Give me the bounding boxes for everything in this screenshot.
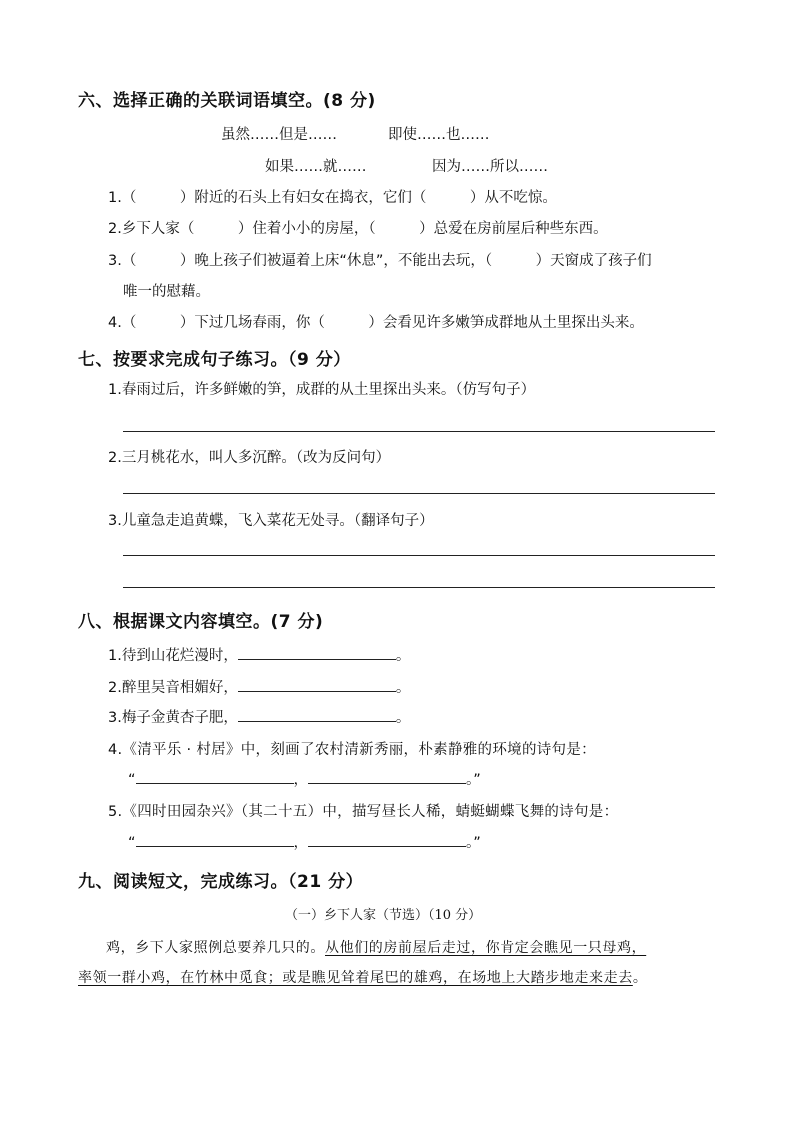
s8-question-1 [108,644,410,665]
s6-question-4: 4.（ ）下过几场春雨，你（ ）会看见许多嫩笋成群地从土里探出头来。 [108,315,644,331]
fill-blank[interactable] [308,832,466,847]
s8-question-4-answer [128,768,481,789]
s8-q1-text: 1.待到山花烂漫时， [108,648,238,664]
s6-question-1: 1.（ ）附近的石头上有妇女在捣衣，它们（ ）从不吃惊。 [108,190,557,206]
s8-q3-text: 3.梅子金黄杏子肥， [108,710,238,726]
passage-line-1 [78,937,646,957]
comma: ， [293,772,309,788]
answer-line-2[interactable] [123,493,715,494]
option-3: 如果……就…… [265,159,367,175]
open-quote: “ [128,835,136,851]
option-4: 因为……所以…… [432,159,548,175]
close-quote: 。” [466,772,481,788]
passage-line-2 [78,967,647,987]
fill-blank[interactable] [308,769,466,784]
open-quote: “ [128,772,136,788]
s8-question-5: 5.《四时田园杂兴》（其二十五）中，描写昼长人稀，蜻蜓蝴蝶飞舞的诗句是： [108,804,619,820]
s7-question-3: 3.儿童急走追黄蝶，飞入菜花无处寻。（翻译句子） [108,513,434,529]
comma: ， [293,835,309,851]
s8-q2-text: 2.醉里吴音相媚好， [108,680,238,696]
section-8-title: 八、根据课文内容填空。(7 分) [78,612,324,632]
s8-question-3 [108,706,410,727]
fill-blank[interactable] [136,769,294,784]
section-9-title: 九、阅读短文，完成练习。（21 分） [78,872,364,892]
answer-line-4[interactable] [123,587,715,588]
answer-line-3[interactable] [123,555,715,556]
s7-question-2: 2.三月桃花水，叫人多沉醉。（改为反问句） [108,450,391,466]
passage-subtitle: （一）乡下人家（节选）（10 分） [285,908,482,923]
s6-question-3-cont: 唯一的慰藉。 [123,284,210,300]
close-quote: 。” [466,835,481,851]
fill-blank[interactable] [238,677,396,692]
period: 。 [395,710,411,726]
s8-question-4: 4.《清平乐 · 村居》中，刻画了农村清新秀丽，朴素静雅的环境的诗句是： [108,742,596,758]
period: 。 [395,680,411,696]
s8-question-2 [108,676,410,697]
option-2: 即使……也…… [388,127,490,143]
s7-question-1: 1.春雨过后，许多鲜嫩的笋，成群的从土里探出头来。（仿写句子） [108,382,536,398]
s6-question-2: 2.乡下人家（ ）住着小小的房屋，（ ）总爱在房前屋后种些东西。 [108,221,608,237]
passage-underlined: 从他们的房前屋后走过，你肯定会瞧见一只母鸡， [325,940,647,956]
option-1: 虽然……但是…… [221,127,337,143]
fill-blank[interactable] [238,707,396,722]
passage-underlined: 率领一群小鸡，在竹林中觅食；或是瞧见耸着尾巴的雄鸡，在场地上大踏步地走来走去 [78,970,633,986]
passage-text: 鸡，乡下人家照例总要养几只的。 [106,940,325,956]
fill-blank[interactable] [238,645,396,660]
section-6-title: 六、选择正确的关联词语填空。(8 分) [78,91,376,111]
answer-line-1[interactable] [123,431,715,432]
period: 。 [395,648,411,664]
section-7-title: 七、按要求完成句子练习。（9 分） [78,350,351,370]
s6-question-3: 3.（ ）晚上孩子们被逼着上床“休息”，不能出去玩，（ ）天窗成了孩子们 [108,253,652,269]
fill-blank[interactable] [136,832,294,847]
s8-question-5-answer [128,831,481,852]
passage-period: 。 [632,970,648,986]
